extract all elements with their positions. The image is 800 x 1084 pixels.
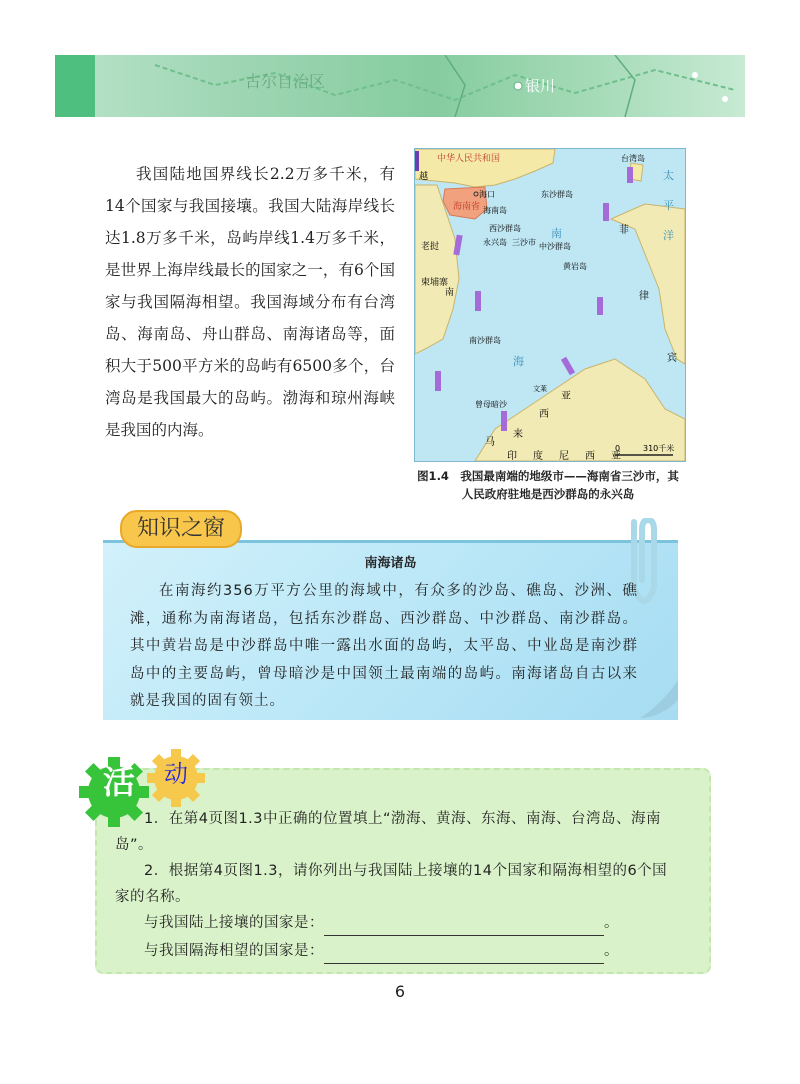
banner-label-yinchuan: 银川: [525, 77, 556, 95]
answer-1-blank[interactable]: [324, 919, 604, 936]
map-label-prc: 中华人民共和国: [437, 154, 501, 164]
map-scale-zero: 0: [615, 444, 621, 453]
answer-2-label: 与我国隔海相望的国家是：: [144, 943, 324, 959]
map-label-du: 度: [533, 451, 543, 461]
map-label-ya2: 亚: [611, 451, 621, 461]
map-label-nansha: 南沙群岛: [469, 336, 501, 345]
map-label-sea-nan: 南: [551, 227, 562, 240]
answer-2-blank[interactable]: [324, 947, 604, 964]
map-label-taiwan: 台湾岛: [621, 154, 645, 163]
banner-tab: [55, 55, 95, 117]
map-label-lao: 老挝: [421, 242, 440, 252]
map-label-fei: 菲: [619, 225, 629, 236]
map-label-ni: 尼: [559, 451, 569, 461]
map-label-xisha: 西沙群岛: [489, 224, 521, 233]
intro-paragraph: 我国陆地国界线长2.2万多千米，有14个国家与我国接壤。我国大陆海岸线长达1.8万多千米，岛屿岸线1.4万多千米，是世界上海岸线最长的国家之一，有6个国家与我国隔海相望。我国海域分布有台湾岛、海南岛、舟山群岛、南海诸岛等，面积大于500平方米的岛屿有6500多个，台湾岛是我国最大的岛屿。渤海和琼州海峡是我国的内海。: [105, 165, 395, 439]
activity-answer-line-2: [115, 938, 704, 964]
map-label-ping: 平: [663, 199, 674, 212]
map-label-yin: 印: [507, 451, 517, 461]
map-label-hainan-province: 海南省: [453, 202, 481, 212]
map-label-xi2: 西: [585, 451, 595, 461]
map-label-zengmu: 曾母暗沙: [475, 400, 507, 409]
map-label-tai: 太: [663, 169, 674, 182]
map-label-haikou: 海口: [479, 190, 495, 199]
map-label-yongxing: 永兴岛: [483, 238, 507, 247]
answer-2-end: 。: [604, 943, 619, 959]
map-caption: 图1.4 我国最南端的地级市——海南省三沙市，其人民政府驻地是西沙群岛的永兴岛: [417, 469, 679, 501]
map-label-hainan-island: 海南岛: [483, 206, 507, 215]
map-label-zhongsha: 中沙群岛: [539, 242, 571, 251]
knowledge-text: 在南海约356万平方公里的海域中，有众多的沙岛、礁岛、沙洲、礁滩，通称为南海诸岛，包括东沙群岛、西沙群岛、中沙群岛、南沙群岛。其中黄岩岛是中沙群岛中唯一露出水面的岛屿，太平岛、中业岛是南沙群岛中的主要岛屿，曾母暗沙是中国领土最南端的岛屿。南海诸岛自古以来就是我国的固有领土。: [130, 583, 638, 709]
map-label-lai: 来: [513, 429, 523, 440]
map-label-xi: 西: [539, 409, 549, 420]
map-label-yang: 洋: [663, 229, 674, 242]
activity-label-huo: 活: [102, 763, 135, 801]
answer-1-label: 与我国陆上接壤的国家是：: [144, 915, 324, 931]
banner-map-graphic: [95, 55, 745, 117]
activity-question-2: 2．根据第4页图1.3，请你列出与我国陆上接壤的14个国家和隔海相望的6个国家的名称。: [115, 863, 668, 905]
map-label-huangyan: 黄岩岛: [563, 262, 587, 271]
activity-answer-line-1: [115, 910, 704, 936]
map-label-lv: 律: [639, 291, 649, 302]
map-label-jianpuzhai: 柬埔寨: [421, 278, 449, 288]
map-label-bin: 宾: [667, 353, 677, 364]
map-label-yue: 越: [419, 172, 429, 182]
header-banner: [55, 55, 745, 117]
page-curl-icon: [640, 680, 680, 720]
map-label-sansha: 三沙市: [512, 238, 536, 247]
south-china-sea-map: [414, 148, 686, 462]
map-label-wenlai: 文莱: [533, 385, 547, 393]
map-scale-label: 310千米: [643, 444, 675, 453]
map-label-nan: 南: [445, 288, 455, 298]
map-label-dongsha: 东沙群岛: [541, 190, 573, 199]
banner-label-zizhiqu: 古尔自治区: [245, 72, 326, 91]
page-number: 6: [394, 982, 406, 1001]
activity-label-dong: 动: [164, 760, 188, 788]
knowledge-window-label: 知识之窗: [120, 510, 242, 548]
map-label-ma: 马: [485, 437, 495, 448]
map-label-sea-hai: 海: [513, 355, 524, 368]
map-label-ya: 亚: [561, 391, 571, 402]
knowledge-title: 南海诸岛: [364, 556, 417, 571]
activity-question-1: 1．在第4页图1.3中正确的位置填上“渤海、黄海、东海、南海、台湾岛、海南岛”。: [115, 811, 662, 853]
answer-1-end: 。: [604, 915, 619, 931]
